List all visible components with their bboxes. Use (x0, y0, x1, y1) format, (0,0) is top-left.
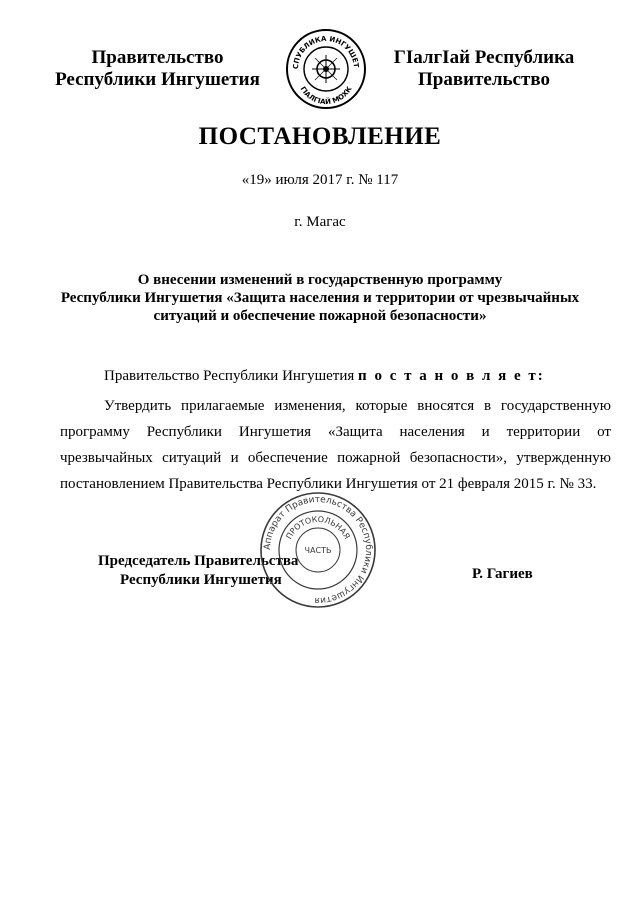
document-place: г. Магас (294, 214, 346, 230)
emblem-top-text: СПУБЛИКА ИНГУШЕТ (291, 34, 361, 70)
government-name-ingush-line-1: ГIалгIай Республика (393, 47, 575, 68)
svg-text:РЕСПУБЛИКА ИНГУШЕТИЯ (285, 28, 360, 69)
subject-line-3: ситуаций и обеспечение пожарной безопасности» (153, 308, 487, 324)
resolution-body: Утвердить прилагаемые изменения, которые вносятся в государственную программу Республики Ингушетия «Защита населения и территории от чрезвычайных ситуаций и обеспечение пожарной безопасности», утвержденную постановлением Правительства Республики Ингушетия от 21 февраля 2015 г. № 33. (60, 398, 611, 492)
resolution-intro (104, 368, 584, 385)
resolution-intro-text: Правительство Республики Ингушетия (104, 368, 359, 384)
government-name-russian (40, 47, 275, 91)
stamp-center-text: ЧАСТЬ (304, 546, 332, 555)
signer-position-line-2: Республики Ингушетия (120, 572, 282, 588)
document-subject (60, 271, 580, 325)
emblem-bottom-text: ГIАЛГIАЙ МОХК (298, 85, 354, 107)
government-name-ingush-line-2: Правительство (418, 69, 550, 90)
coat-of-arms-emblem (285, 28, 367, 110)
government-name-line-1: Правительство (91, 47, 224, 68)
official-stamp (258, 490, 378, 610)
document-date-number: «19» июля 2017 г. № 117 (241, 172, 399, 188)
subject-line-1: О внесении изменений в государственную программу (137, 272, 503, 288)
stamp-middle-text: ПРОТОКОЛЬНАЯ (284, 514, 352, 541)
resolution-word: п о с т а н о в л я е т: (358, 368, 545, 384)
signer-position-line-1: Председатель Правительства (98, 553, 299, 569)
government-name-ingush (378, 47, 590, 91)
subject-line-2: Республики Ингушетия «Защита населения и территории от чрезвычайных (60, 290, 580, 306)
signer-name: Р. Гагиев (472, 566, 533, 582)
document-title: ПОСТАНОВЛЕНИЕ (198, 123, 442, 150)
stamp-outer-text: Аппарат Правительства Республики Ингушетия (262, 494, 374, 606)
government-name-line-2: Республики Ингушетия (55, 69, 260, 90)
